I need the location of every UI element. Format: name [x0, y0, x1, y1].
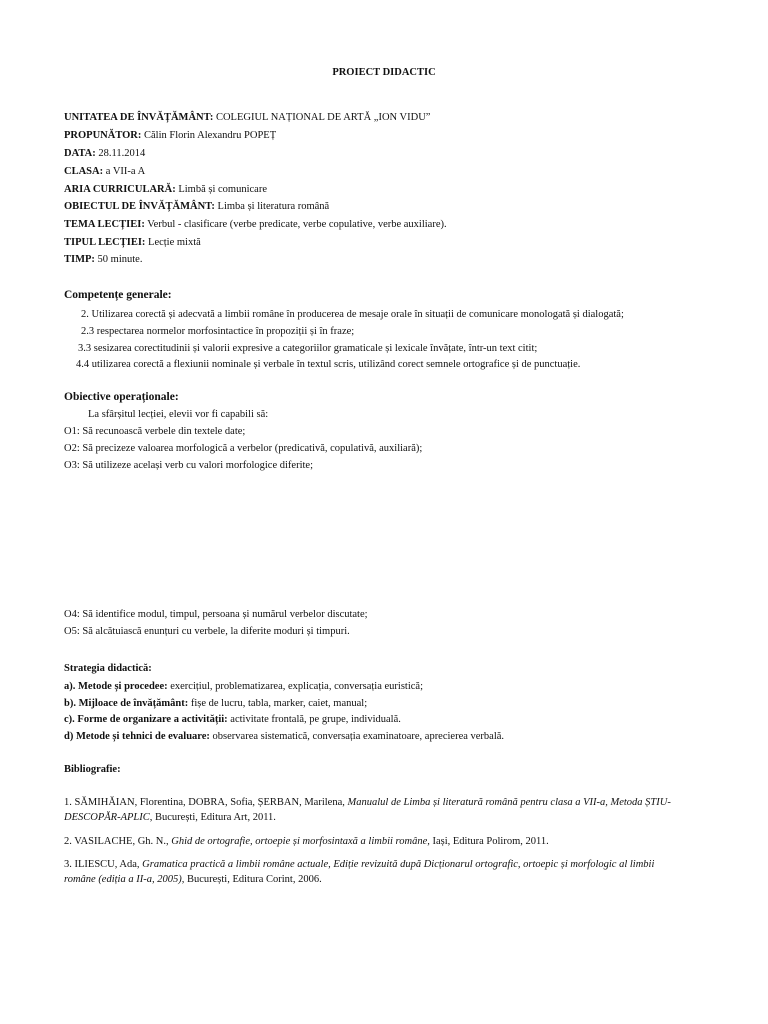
- info-unitate: [64, 111, 430, 124]
- obiective-intro: La sfârșitul lecției, elevii vor fi capabili să:: [88, 409, 269, 420]
- bibliografie-ref-1-cont: [64, 811, 276, 824]
- strategia-metode-label: a). Metode și procedee:: [64, 681, 168, 692]
- obiectiv-item: O2: Să precizeze valoarea morfologică a verbelor (predicativă, copulativă, auxiliară);: [64, 443, 423, 454]
- info-aria: [64, 183, 267, 196]
- obiective-heading: Obiective operaționale:: [64, 391, 179, 403]
- info-aria-label: ARIA CURRICULARĂ:: [64, 184, 176, 195]
- strategia-evaluare-value: observarea sistematică, conversația examinatoare, aprecierea verbală.: [209, 731, 505, 742]
- info-timp-label: TIMP:: [64, 254, 95, 265]
- info-propunator-value: Călin Florin Alexandru POPEȚ: [141, 130, 277, 141]
- ref-1-publisher: , București, Editura Art, 2011.: [149, 812, 276, 823]
- info-tema-value: Verbul - clasificare (verbe predicate, verbe copulative, verbe auxiliare).: [144, 219, 447, 230]
- ref-2-title: Ghid de ortografie, ortoepie și morfosintaxă a limbii române,: [171, 836, 430, 847]
- ref-2-publisher: Iași, Editura Polirom, 2011.: [429, 836, 549, 847]
- strategia-mijloace-value: fișe de lucru, tabla, marker, caiet, manual;: [188, 698, 368, 709]
- info-timp-value: 50 minute.: [94, 254, 143, 265]
- info-timp: [64, 253, 142, 266]
- ref-3-publisher: București, Editura Corint, 2006.: [184, 874, 322, 885]
- info-tipul-label: TIPUL LECȚIEI:: [64, 237, 146, 248]
- strategia-evaluare: [64, 730, 504, 743]
- strategia-evaluare-label: d) Metode și tehnici de evaluare:: [64, 731, 210, 742]
- competenta-item: 2. Utilizarea corectă și adecvată a limbii române în producerea de mesaje orale în situații de comunicare monologată și dialogată;: [81, 309, 624, 320]
- info-tipul: [64, 236, 201, 249]
- strategia-mijloace-label: b). Mijloace de învățământ:: [64, 698, 189, 709]
- obiectiv-item: O4: Să identifice modul, timpul, persoana și numărul verbelor discutate;: [64, 609, 368, 620]
- strategia-metode-value: exercițiul, problematizarea, explicația, conversația euristică;: [167, 681, 423, 692]
- obiectiv-item: O5: Să alcătuiască enunțuri cu verbele, la diferite moduri și timpuri.: [64, 626, 350, 637]
- strategia-forme: [64, 713, 401, 726]
- strategia-forme-label: c). Forme de organizare a activității:: [64, 714, 228, 725]
- info-propunator-label: PROPUNĂTOR:: [64, 130, 142, 141]
- ref-1-title-cont: DESCOPĂR-APLIC: [64, 812, 150, 823]
- info-clasa: [64, 165, 145, 178]
- bibliografie-ref-1: [64, 796, 671, 809]
- info-tema: [64, 218, 447, 231]
- strategia-heading: Strategia didactică:: [64, 663, 152, 674]
- competenta-item: 3.3 sesizarea corectitudinii și valorii expresive a categoriilor gramaticale și lexicale învățate, într-un text citit;: [78, 343, 538, 354]
- info-clasa-value: a VII-a A: [103, 166, 146, 177]
- ref-1-authors: 1. SĂMIHĂIAN, Florentina, DOBRA, Sofia, ȘERBAN, Marilena,: [64, 797, 348, 808]
- info-unitate-label: UNITATEA DE ÎNVĂȚĂMÂNT:: [64, 112, 214, 123]
- info-data: [64, 147, 145, 160]
- ref-3-title: Gramatica practică a limbii române actuale, Ediție revizuită după Dicționarul ortografic, ortoepic și morfologic al limbii: [142, 859, 655, 870]
- bibliografie-ref-2: [64, 835, 549, 848]
- document-title: PROIECT DIDACTIC: [332, 67, 436, 78]
- info-data-value: 28.11.2014: [95, 148, 146, 159]
- info-unitate-value: COLEGIUL NAȚIONAL DE ARTĂ „ION VIDU”: [213, 112, 431, 123]
- info-obiect: [64, 200, 329, 213]
- ref-3-authors: 3. ILIESCU, Ada,: [64, 859, 143, 870]
- info-propunator: [64, 129, 276, 142]
- competenta-item: 4.4 utilizarea corectă a flexiunii nominale și verbale în textul scris, utilizând corect semnele ortografice și de punctuație.: [76, 359, 581, 370]
- strategia-metode: [64, 680, 423, 693]
- ref-1-title: Manualul de Limba și literatură română pentru clasa a VII-a, Metoda ȘTIU-: [347, 797, 671, 808]
- info-obiect-value: Limba și literatura română: [214, 201, 330, 212]
- info-tipul-value: Lecție mixtă: [145, 237, 201, 248]
- strategia-mijloace: [64, 697, 367, 710]
- strategia-forme-value: activitate frontală, pe grupe, individuală.: [227, 714, 401, 725]
- competente-heading: Competențe generale:: [64, 289, 172, 301]
- ref-2-authors: 2. VASILACHE, Gh. N.,: [64, 836, 172, 847]
- info-obiect-label: OBIECTUL DE ÎNVĂȚĂMÂNT:: [64, 201, 215, 212]
- bibliografie-ref-3: [64, 858, 654, 871]
- competenta-item: 2.3 respectarea normelor morfosintactice în propoziții și în fraze;: [81, 326, 355, 337]
- obiectiv-item: O3: Să utilizeze același verb cu valori morfologice diferite;: [64, 460, 313, 471]
- bibliografie-heading: Bibliografie:: [64, 764, 121, 775]
- ref-3-title-cont: române (ediția a II-a, 2005),: [64, 874, 185, 885]
- info-data-label: DATA:: [64, 148, 96, 159]
- info-tema-label: TEMA LECȚIEI:: [64, 219, 145, 230]
- info-clasa-label: CLASA:: [64, 166, 104, 177]
- info-aria-value: Limbă și comunicare: [175, 184, 267, 195]
- obiectiv-item: O1: Să recunoască verbele din textele date;: [64, 426, 246, 437]
- bibliografie-ref-3-cont: [64, 873, 322, 886]
